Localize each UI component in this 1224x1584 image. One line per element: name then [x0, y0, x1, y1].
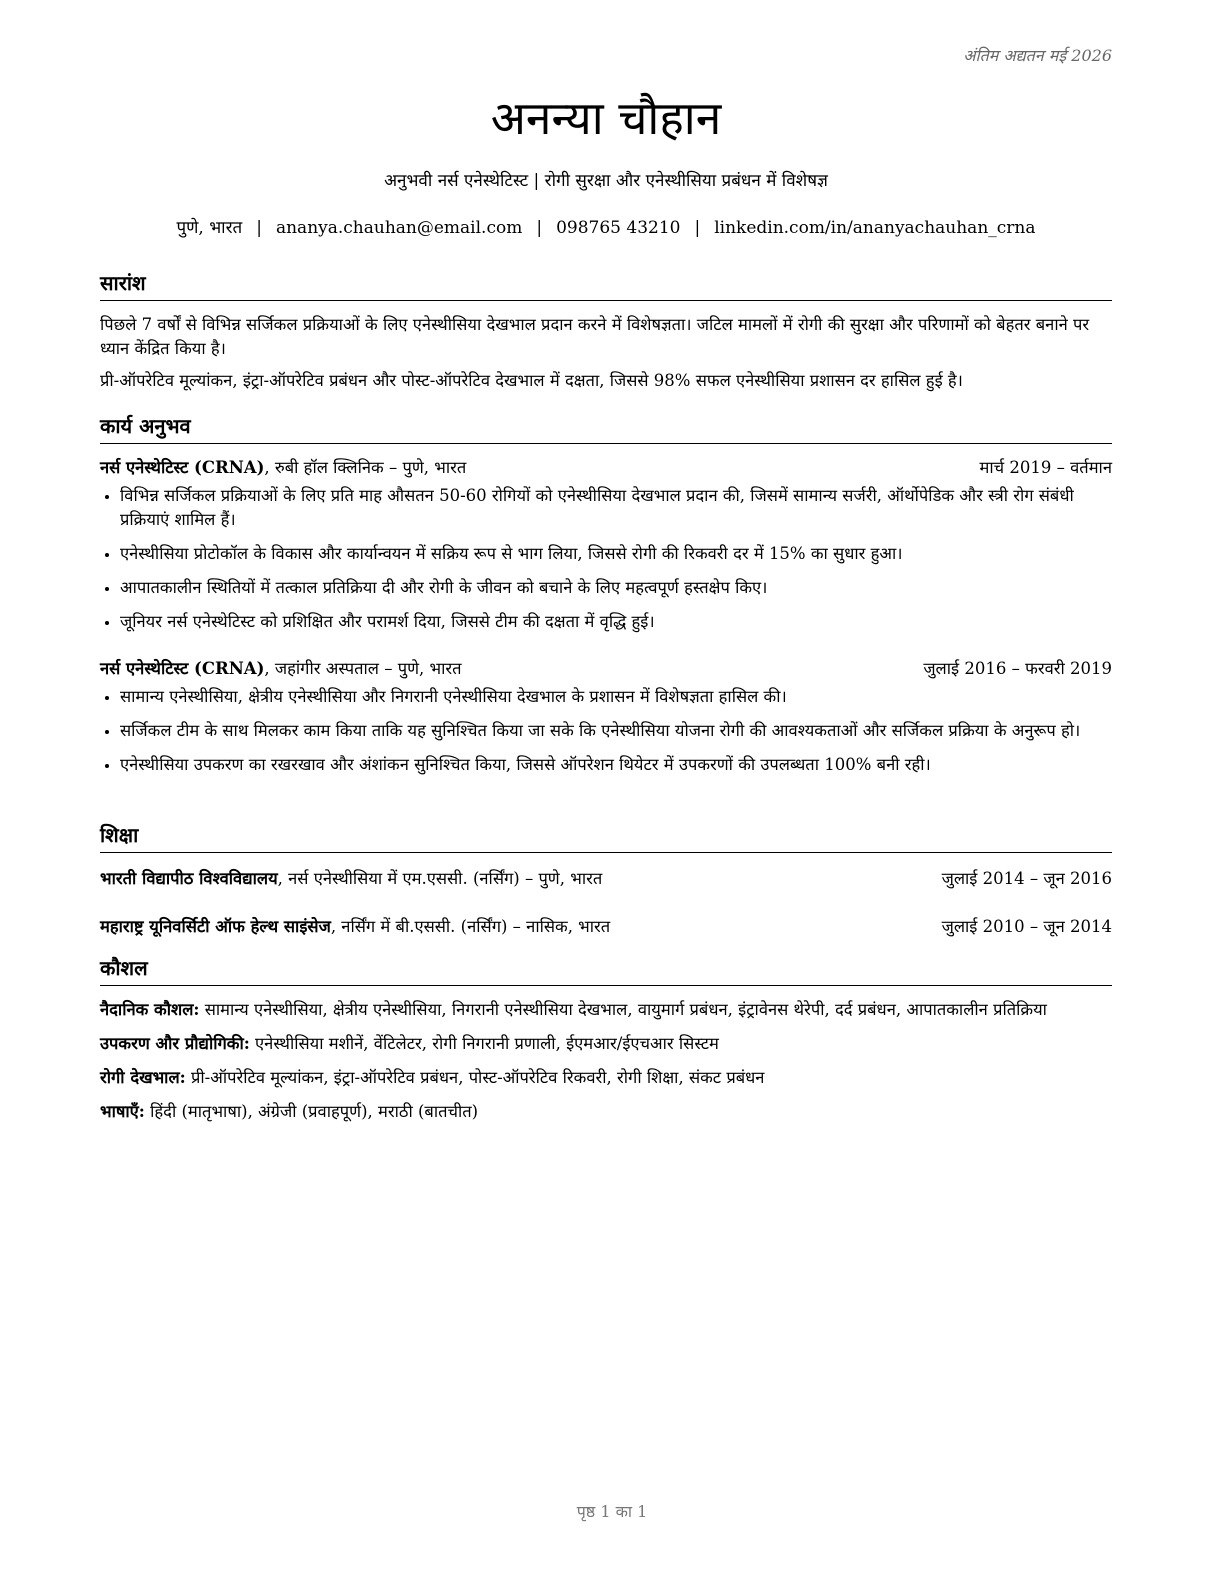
candidate-name: अनन्या चौहान: [490, 91, 722, 145]
section-title-education: शिक्षा: [100, 820, 1112, 853]
education-entry: [100, 915, 1112, 939]
skill-text: सामान्य एनेस्थीसिया, क्षेत्रीय एनेस्थीसिया, निगरानी एनेस्थीसिया देखभाल, वायुमार्ग प्रबंधन, इंट्रावेनस थेरेपी, दर्द प्रबंधन, आपातकालीन प्रतिक्रिया: [199, 1000, 1047, 1019]
tagline: अनुभवी नर्स एनेस्थेटिस्ट | रोगी सुरक्षा और एनेस्थीसिया प्रबंधन में विशेषज्ञ: [384, 171, 828, 191]
job-bullet: • सामान्य एनेस्थीसिया, क्षेत्रीय एनेस्थीसिया और निगरानी एनेस्थीसिया देखभाल के प्रशासन में विशेषज्ञता हासिल की।: [120, 685, 1112, 709]
contact-line: [100, 215, 1112, 238]
job-org: , जहांगीर अस्पताल – पुणे, भारत: [264, 659, 462, 678]
education-detail: , नर्सिंग में बी.एससी. (नर्सिंग) – नासिक, भारत: [330, 917, 611, 936]
section-title-experience: कार्य अनुभव: [100, 411, 1112, 444]
job-entry: [100, 456, 1112, 634]
last-updated: अंतिम अद्यतन मई 2026: [963, 46, 1112, 65]
education-section: [100, 820, 1112, 939]
contact-phone[interactable]: 098765 43210: [556, 218, 681, 238]
job-role: नर्स एनेस्थेटिस्ट (CRNA): [100, 659, 265, 678]
education-dates: जुलाई 2010 – जून 2014: [941, 917, 1112, 936]
skill-item: [100, 998, 1112, 1022]
contact-email[interactable]: ananya.chauhan@email.com: [275, 218, 523, 238]
skill-label: उपकरण और प्रौद्योगिकी:: [100, 1034, 250, 1053]
experience-section: [100, 411, 1112, 774]
section-title-summary: सारांश: [100, 268, 1112, 301]
job-bullet: • सर्जिकल टीम के साथ मिलकर काम किया ताकि यह सुनिश्चित किया जा सके कि एनेस्थीसिया योजना रोगी की आवश्यकताओं और सर्जिकल प्रक्रिया के अनुरूप हो।: [120, 719, 1112, 743]
contact-location: पुणे, भारत: [176, 218, 243, 238]
skills-list: [100, 998, 1112, 1124]
job-dates: मार्च 2019 – वर्तमान: [979, 458, 1112, 477]
contact-separator: |: [256, 218, 262, 238]
job-bullet: • एनेस्थीसिया उपकरण का रखरखाव और अंशांकन सुनिश्चित किया, जिससे ऑपरेशन थियेटर में उपकरणों की उपलब्धता 100% बनी रही।: [120, 753, 1112, 777]
job-bullet: • विभिन्न सर्जिकल प्रक्रियाओं के लिए प्रति माह औसतन 50-60 रोगियों को एनेस्थीसिया देखभाल प्रदान की, जिसमें सामान्य सर्जरी, ऑर्थोपेडिक और स्त्री रोग संबंधी प्रक्रियाएं शामिल हैं।: [120, 484, 1112, 532]
page-number: पृष्ठ 1 का 1: [576, 1502, 648, 1521]
contact-linkedin[interactable]: linkedin.com/in/ananyachauhan_crna: [714, 218, 1036, 238]
job-bullet: • एनेस्थीसिया प्रोटोकॉल के विकास और कार्यान्वयन में सक्रिय रूप से भाग लिया, जिससे रोगी की रिकवरी दर में 15% का सुधार हुआ।: [120, 542, 1112, 566]
job-dates: जुलाई 2016 – फरवरी 2019: [923, 659, 1112, 678]
skill-item: [100, 1066, 1112, 1090]
education-detail: , नर्स एनेस्थीसिया में एम.एससी. (नर्सिंग) – पुणे, भारत: [277, 869, 603, 888]
job-header: [100, 456, 1112, 480]
job-org: , रुबी हॉल क्लिनिक – पुणे, भारत: [264, 458, 467, 477]
job-bullet: • जूनियर नर्स एनेस्थेटिस्ट को प्रशिक्षित और परामर्श दिया, जिससे टीम की दक्षता में वृद्धि हुई।: [120, 610, 1112, 634]
job-bullets: [100, 484, 1112, 634]
job-bullets: [100, 685, 1112, 777]
skill-item: [100, 1100, 1112, 1124]
job-role: नर्स एनेस्थेटिस्ट (CRNA): [100, 458, 265, 477]
contact-separator: |: [694, 218, 701, 238]
skill-label: भाषाएँ:: [100, 1102, 145, 1121]
skill-text: प्री-ऑपरेटिव मूल्यांकन, इंट्रा-ऑपरेटिव प्रबंधन, पोस्ट-ऑपरेटिव रिकवरी, रोगी शिक्षा, संकट प्रबंधन: [185, 1068, 765, 1087]
education-school: भारती विद्यापीठ विश्वविद्यालय: [100, 869, 278, 888]
education-entry: [100, 867, 1112, 891]
section-title-skills: कौशल: [100, 953, 1112, 986]
job-entry: [100, 657, 1112, 787]
job-bullet: • आपातकालीन स्थितियों में तत्काल प्रतिक्रिया दी और रोगी के जीवन को बचाने के लिए महत्वपूर्ण हस्तक्षेप किए।: [120, 576, 1112, 600]
education-school: महाराष्ट्र यूनिवर्सिटी ऑफ हेल्थ साइंसेज: [100, 917, 331, 936]
skill-label: रोगी देखभाल:: [100, 1068, 186, 1087]
skill-item: [100, 1032, 1112, 1056]
summary-section: [100, 268, 1112, 393]
summary-paragraph: पिछले 7 वर्षों से विभिन्न सर्जिकल प्रक्रियाओं के लिए एनेस्थीसिया देखभाल प्रदान करने में विशेषज्ञता। जटिल मामलों में रोगी की सुरक्षा और परिणामों को बेहतर बनाने पर ध्यान केंद्रित किया है।: [100, 315, 1090, 358]
skills-section: [100, 953, 1112, 1134]
summary-paragraph: प्री-ऑपरेटिव मूल्यांकन, इंट्रा-ऑपरेटिव प्रबंधन और पोस्ट-ऑपरेटिव देखभाल में दक्षता, जिससे 98% सफल एनेस्थीसिया प्रशासन दर हासिल हुई है।: [100, 371, 963, 390]
skill-text: हिंदी (मातृभाषा), अंग्रेजी (प्रवाहपूर्ण), मराठी (बातचीत): [144, 1102, 479, 1121]
skill-text: एनेस्थीसिया मशीनें, वेंटिलेटर, रोगी निगरानी प्रणाली, ईएमआर/ईएचआर सिस्टम: [249, 1034, 719, 1053]
skill-label: नैदानिक कौशल:: [100, 1000, 200, 1019]
job-header: [100, 657, 1112, 681]
education-dates: जुलाई 2014 – जून 2016: [941, 869, 1112, 888]
contact-separator: |: [536, 218, 543, 238]
